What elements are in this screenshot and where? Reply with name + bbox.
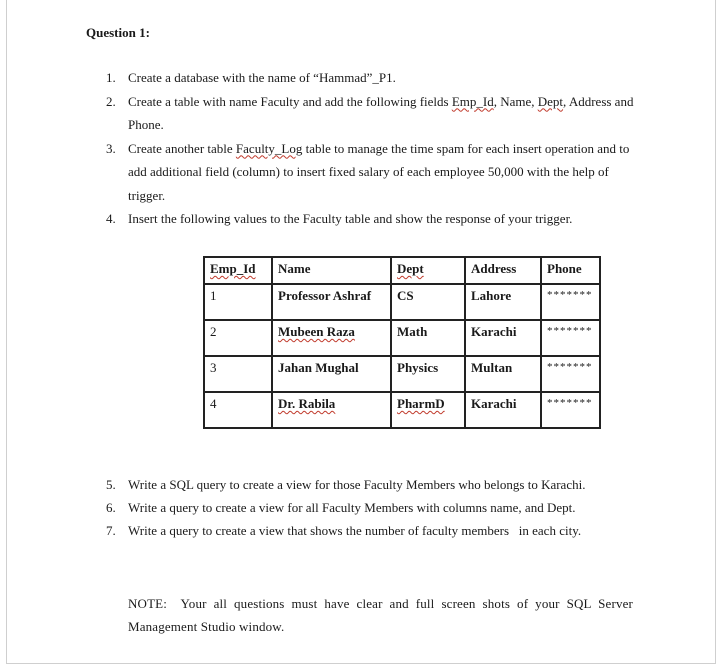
list-text: Write a SQL query to create a view for those Faculty Members who belongs to Karachi. bbox=[128, 477, 586, 492]
list-text: Create a table with name Faculty and add the following fields bbox=[128, 93, 452, 109]
cell-address: Multan bbox=[465, 356, 541, 392]
cell-dept: Math bbox=[391, 320, 465, 356]
list-text: Create another table bbox=[128, 140, 236, 156]
list-item-3 bbox=[106, 137, 636, 208]
instruction-list-top bbox=[106, 66, 636, 231]
cell-name: Jahan Mughal bbox=[272, 356, 391, 392]
list-text: Write a query to create a view for all Faculty Members with columns name, and Dept. bbox=[128, 500, 576, 515]
cell-dept: Physics bbox=[391, 356, 465, 392]
list-text: , Name, bbox=[493, 93, 538, 109]
table-row bbox=[204, 392, 600, 428]
field-emp-id: Emp_Id bbox=[451, 93, 494, 109]
cell-address: Karachi bbox=[465, 320, 541, 356]
list-number: 1. bbox=[106, 70, 116, 85]
list-text: Create a database with the name of “Hammad”_P1. bbox=[128, 70, 396, 85]
list-number: 3. bbox=[106, 140, 116, 156]
list-number: 2. bbox=[106, 93, 116, 109]
header-dept: Dept bbox=[391, 257, 465, 284]
table-header-row bbox=[204, 257, 600, 284]
cell-emp-id: 3 bbox=[204, 356, 272, 392]
list-number: 5. bbox=[106, 477, 116, 492]
cell-name: Mubeen Raza bbox=[272, 320, 391, 356]
table-row bbox=[204, 284, 600, 320]
cell-name: Professor Ashraf bbox=[272, 284, 391, 320]
note-text: NOTE: Your all questions must have clear and full screen shots of your SQL Server Management Studio window. bbox=[128, 596, 637, 634]
list-item-6 bbox=[106, 496, 646, 519]
header-emp-id: Emp_Id bbox=[204, 257, 272, 284]
list-number: 6. bbox=[106, 500, 116, 515]
cell-phone: ******* bbox=[541, 320, 600, 356]
list-item-4 bbox=[106, 207, 636, 231]
cell-emp-id: 1 bbox=[204, 284, 272, 320]
header-address: Address bbox=[465, 257, 541, 284]
cell-name: Dr. Rabila bbox=[272, 392, 391, 428]
cell-emp-id: 2 bbox=[204, 320, 272, 356]
table-faculty-log: Faculty_Log bbox=[235, 140, 303, 156]
cell-dept: CS bbox=[391, 284, 465, 320]
cell-phone: ******* bbox=[541, 284, 600, 320]
list-number: 4. bbox=[106, 211, 116, 226]
table-row bbox=[204, 356, 600, 392]
cell-address: Karachi bbox=[465, 392, 541, 428]
list-text: Write a query to create a view that shows the number of faculty members in each city. bbox=[128, 523, 582, 538]
list-text: , Address and Phone. bbox=[128, 93, 634, 132]
list-item-1 bbox=[106, 66, 636, 90]
cell-phone: ******* bbox=[541, 356, 600, 392]
list-number: 7. bbox=[106, 523, 116, 538]
list-item-2 bbox=[106, 90, 636, 137]
cell-emp-id: 4 bbox=[204, 392, 272, 428]
header-phone: Phone bbox=[541, 257, 600, 284]
field-dept: Dept bbox=[537, 93, 564, 109]
list-text: Insert the following values to the Faculty table and show the response of your trigger. bbox=[128, 211, 573, 226]
instruction-list-bottom bbox=[106, 473, 646, 542]
cell-phone: ******* bbox=[541, 392, 600, 428]
header-name: Name bbox=[272, 257, 391, 284]
faculty-table bbox=[203, 256, 601, 429]
list-item-7 bbox=[106, 519, 646, 542]
cell-dept: PharmD bbox=[391, 392, 465, 428]
list-text: table to manage the time spam for each insert operation and to add additional field (column) to insert fixed salary of each employee 50,000 with the help of trigger. bbox=[128, 140, 630, 203]
table-row bbox=[204, 320, 600, 356]
cell-address: Lahore bbox=[465, 284, 541, 320]
question-title: Question 1: bbox=[86, 25, 150, 40]
list-item-5 bbox=[106, 473, 646, 496]
